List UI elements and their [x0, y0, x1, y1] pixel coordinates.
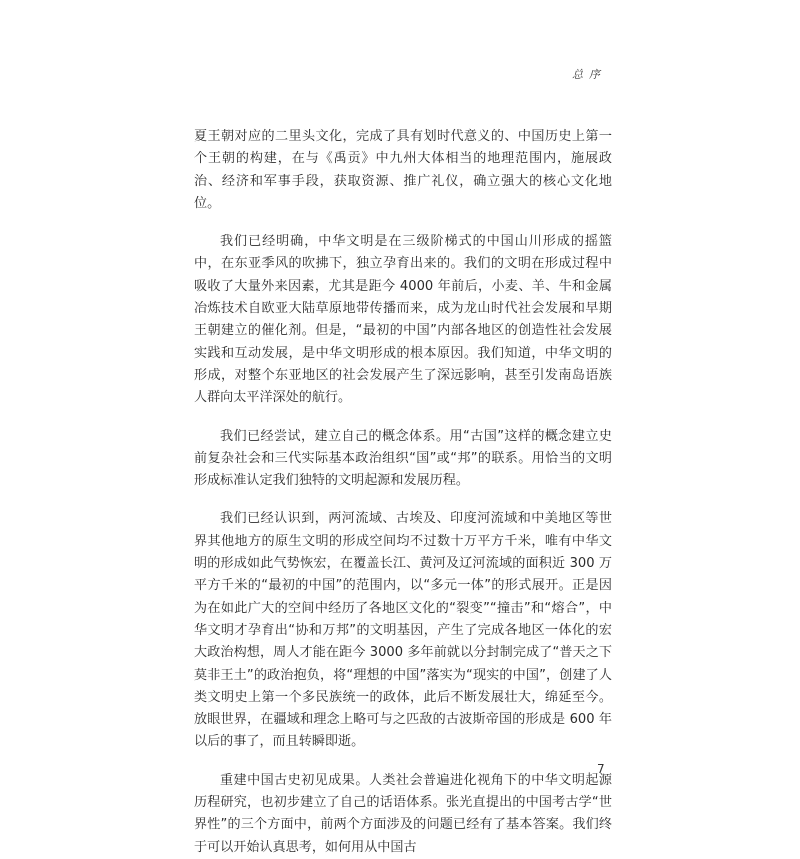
body-text: [194, 126, 612, 859]
running-head: 总序: [572, 68, 606, 81]
paragraph-5: 重建中国古史初见成果。人类社会普遍进化视角下的中华文明起源历程研究，也初步建立了自己的话语体系。张光直提出的中国考古学“世界性”的三个方面中，前两个方面涉及的问题已经有了基本答案。我们终于可以开始认真思考，如何用从中国古: [194, 772, 612, 855]
paragraph-4: 我们已经认识到，两河流域、古埃及、印度河流域和中美地区等世界其他地方的原生文明的形成空间均不过数十万平方千米，唯有中华文明的形成如此气势恢宏，在覆盖长江、黄河及辽河流域的面积近 300 万平方千米的“最初的中国”的范围内，以“多元一体”的形式展开。正是因为在如此广大的空间中经历了各地区文化的“裂变”“撞击”和“熔合”，中华文明才孕育出“协和万邦”的文明基因，产生了完成各地区一体化的宏大政治构想，周人才能在距今 3000 多年前就以分封制完成了“普天之下莫非王土”的政治抱负，将“理想的中国”落实为“现实的中国”，创建了人类文明史上第一个多民族统一的政体，此后不断发展壮大，绵延至今。放眼世界，在疆域和理念上略可与之匹敌的古波斯帝国的形成是 600 年以后的事了，而且转瞬即逝。: [194, 511, 612, 750]
page-number: 7: [597, 762, 605, 776]
paragraph-1: 夏王朝对应的二里头文化，完成了具有划时代意义的、中国历史上第一个王朝的构建，在与《禹贡》中九州大体相当的地理范围内，施展政治、经济和军事手段，获取资源、推广礼仪，确立强大的核心文化地位。: [194, 129, 612, 211]
paragraph-2: 我们已经明确，中华文明是在三级阶梯式的中国山川形成的摇篮中，在东亚季风的吹拂下，独立孕育出来的。我们的文明在形成过程中吸收了大量外来因素，尤其是距今 4000 年前后，小麦、羊、牛和金属冶炼技术自欧亚大陆草原地带传播而来，成为龙山时代社会发展和早期王朝建立的催化剂。但是，“最初的中国”内部各地区的创造性社会发展实践和互动发展，是中华文明形成的根本原因。我们知道，中华文明的形成，对整个东亚地区的社会发展产生了深远影响，甚至引发南岛语族人群向太平洋深处的航行。: [194, 234, 612, 406]
paragraph-3: 我们已经尝试，建立自己的概念体系。用“古国”这样的概念建立史前复杂社会和三代实际基本政治组织“国”或“邦”的联系。用恰当的文明形成标准认定我们独特的文明起源和发展历程。: [194, 428, 612, 489]
